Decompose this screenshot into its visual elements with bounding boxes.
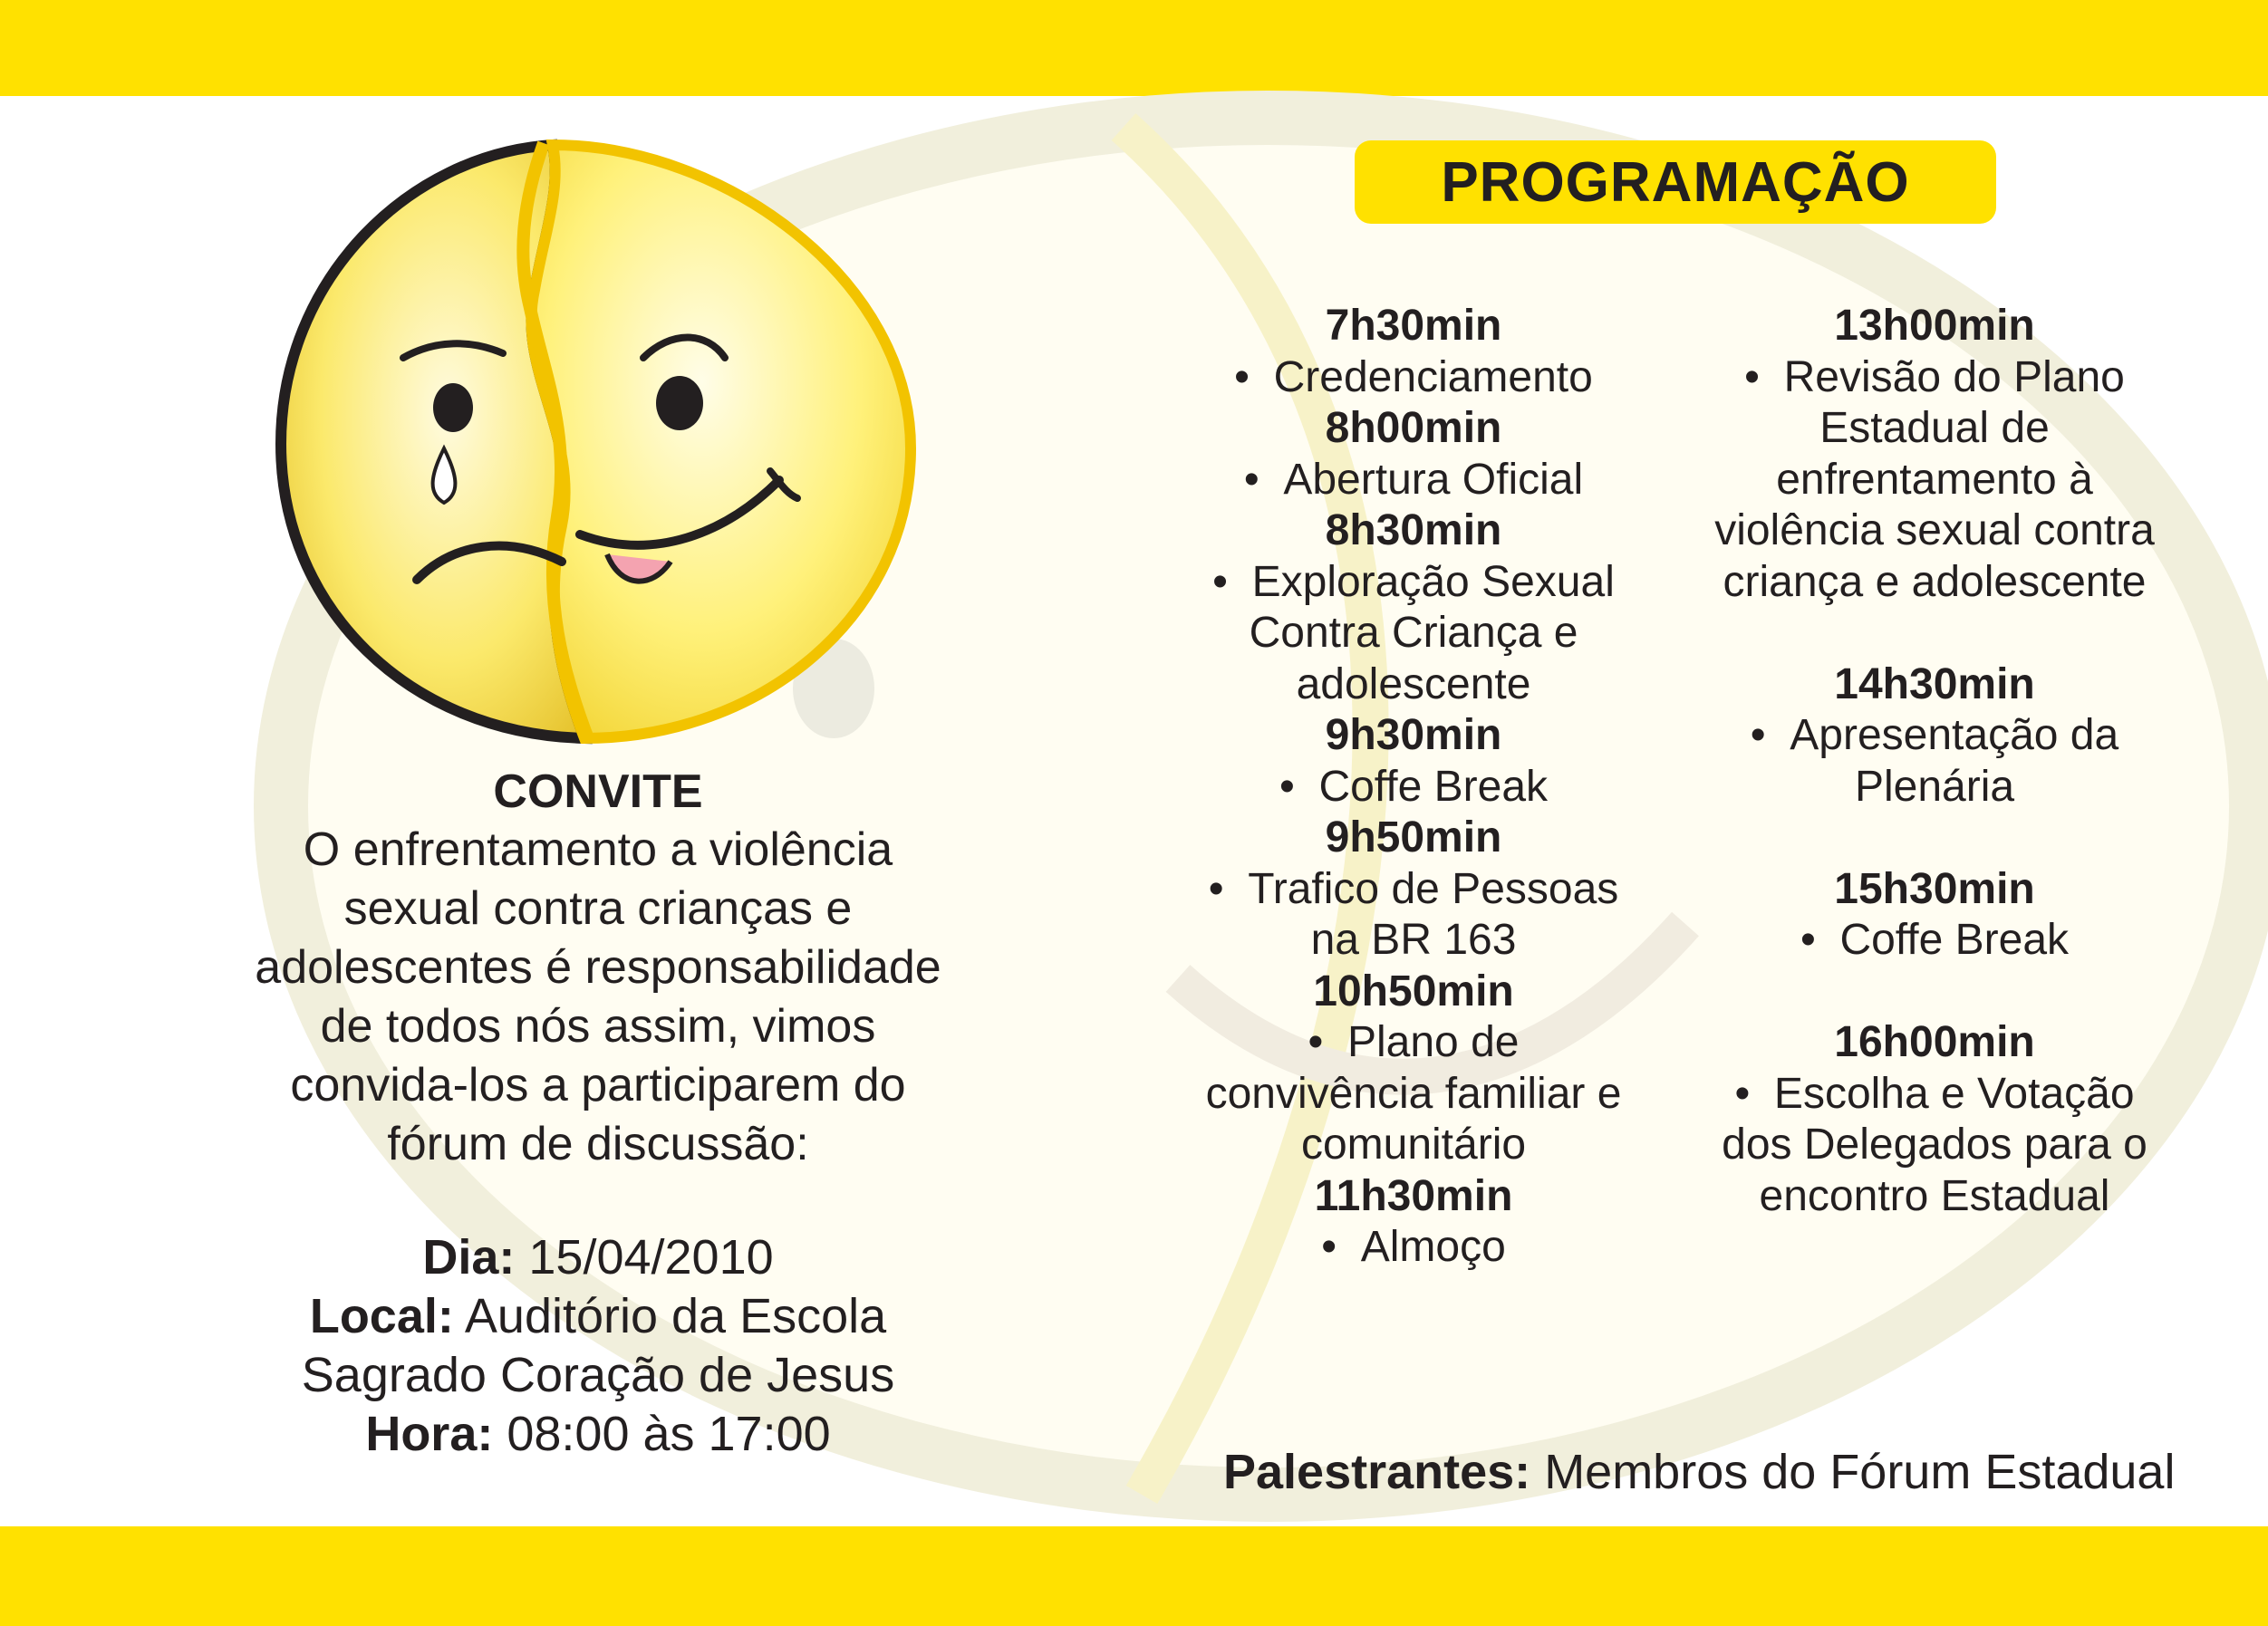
schedule-item <box>1187 967 1640 1171</box>
time-label: Hora: <box>365 1407 494 1461</box>
schedule-column-right <box>1699 301 2170 1222</box>
schedule-activity-continued: criança e adolescente <box>1723 557 2147 606</box>
event-time <box>177 1405 1019 1464</box>
schedule-time: 10h50min <box>1313 967 1514 1015</box>
schedule-activity-continued: dos Delegados para o <box>1722 1121 2147 1169</box>
schedule-time: 7h30min <box>1325 302 1502 350</box>
speakers-label: Palestrantes: <box>1223 1445 1531 1499</box>
date-label: Dia: <box>422 1230 516 1284</box>
invite-section <box>177 763 1019 1464</box>
schedule-item <box>1699 659 2170 813</box>
schedule-activity: • Apresentação da <box>1699 710 2170 762</box>
schedule-activity-continued: violência sexual contra <box>1714 506 2155 554</box>
schedule-time: 14h30min <box>1834 659 2035 708</box>
place-value: Auditório da Escola <box>464 1289 887 1343</box>
invite-body-line: O enfrentamento a violência <box>303 823 893 876</box>
schedule-activity: • Exploração Sexual <box>1187 557 1640 609</box>
sad-happy-face-illustration <box>272 136 924 752</box>
event-place-continued: Sagrado Coração de Jesus <box>301 1348 895 1402</box>
invite-body-line: convida-los a participarem do <box>290 1059 906 1111</box>
schedule-item <box>1699 1017 2170 1222</box>
invite-body-line: de todos nós assim, vimos <box>320 1000 876 1053</box>
schedule-activity-continued: comunitário <box>1300 1121 1527 1169</box>
invite-title: CONVITE <box>493 765 703 818</box>
time-value: 08:00 às 17:00 <box>507 1407 831 1461</box>
schedule-activity: • Coffe Break <box>1187 762 1640 813</box>
schedule-activity-continued: convivência familiar e <box>1205 1069 1622 1118</box>
schedule-time: 13h00min <box>1834 302 2035 350</box>
invite-body-line: fórum de discussão: <box>387 1118 809 1170</box>
event-place <box>177 1287 1019 1346</box>
invite-body-line: adolescentes é responsabilidade <box>255 941 941 994</box>
schedule-item <box>1699 864 2170 967</box>
schedule-time: 8h00min <box>1325 404 1502 452</box>
schedule-time: 9h50min <box>1325 813 1502 861</box>
schedule-activity-continued: enfrentamento à <box>1776 455 2093 504</box>
schedule-time: 9h30min <box>1325 711 1502 759</box>
speakers-line <box>1223 1443 2184 1501</box>
speakers-value: Membros do Fórum Estadual <box>1544 1445 2176 1499</box>
schedule-item <box>1187 505 1640 710</box>
programacao-header: PROGRAMAÇÃO <box>1355 140 1996 224</box>
invite-details <box>177 1228 1019 1464</box>
schedule-activity-continued: Plenária <box>1854 762 2015 811</box>
schedule-item <box>1187 710 1640 813</box>
schedule-activity: • Abertura Oficial <box>1187 455 1640 506</box>
schedule-activity: • Plano de <box>1187 1017 1640 1069</box>
schedule-activity-continued: adolescente <box>1296 659 1531 708</box>
schedule-activity: • Escolha e Votação <box>1699 1069 2170 1121</box>
schedule-activity: • Coffe Break <box>1699 915 2170 967</box>
spacer <box>1699 813 2170 864</box>
schedule-activity: • Almoço <box>1187 1222 1640 1274</box>
schedule-time: 8h30min <box>1325 506 1502 554</box>
schedule-activity-continued: Estadual de <box>1819 404 2050 452</box>
schedule-item <box>1187 403 1640 505</box>
schedule-time: 15h30min <box>1834 864 2035 913</box>
schedule-item <box>1699 301 2170 608</box>
place-label: Local: <box>309 1289 454 1343</box>
schedule-time: 11h30min <box>1314 1171 1513 1220</box>
date-value: 15/04/2010 <box>528 1230 774 1284</box>
schedule-time: 16h00min <box>1834 1018 2035 1066</box>
schedule-activity-continued: encontro Estadual <box>1759 1171 2110 1220</box>
event-date <box>177 1228 1019 1287</box>
schedule-item <box>1187 813 1640 967</box>
schedule-item <box>1187 301 1640 403</box>
schedule-item <box>1187 1171 1640 1274</box>
schedule-activity: • Trafico de Pessoas <box>1187 864 1640 916</box>
schedule-column-left <box>1187 301 1640 1274</box>
schedule-activity: • Revisão do Plano <box>1699 352 2170 404</box>
invite-body <box>177 821 1019 1174</box>
schedule-activity: • Credenciamento <box>1187 352 1640 404</box>
spacer <box>1699 608 2170 659</box>
schedule-activity-continued: Contra Criança e <box>1249 609 1578 657</box>
schedule-activity-continued: na BR 163 <box>1310 916 1517 964</box>
bottom-yellow-band <box>0 1526 2268 1626</box>
invite-body-line: sexual contra crianças e <box>343 882 853 935</box>
spacer <box>1699 967 2170 1018</box>
